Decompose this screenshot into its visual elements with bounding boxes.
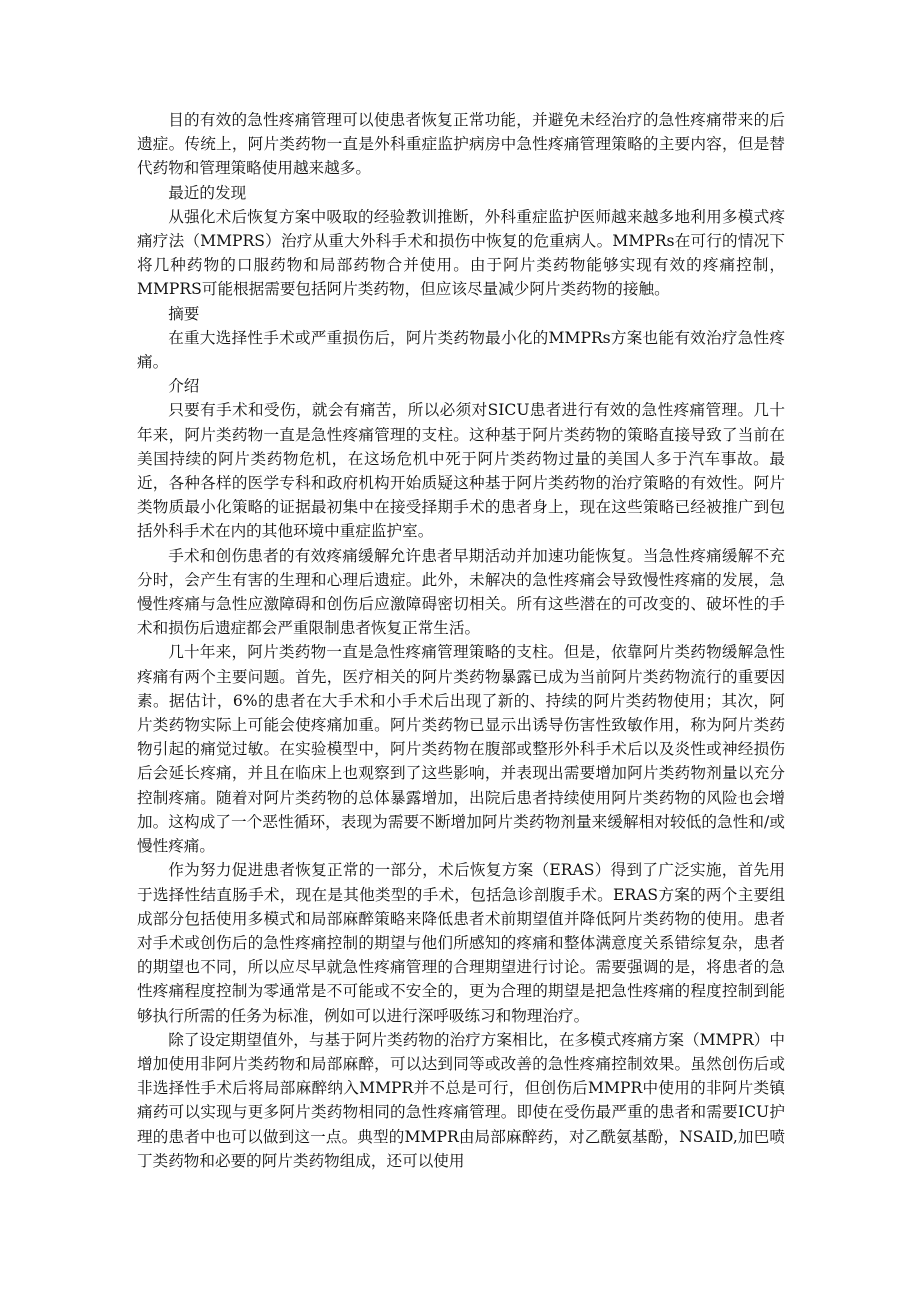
paragraph-intro-3: 几十年来，阿片类药物一直是急性疼痛管理策略的支柱。但是，依靠阿片类药物缓解急性疼痛有两个主要问题。首先，医疗相关的阿片类药物暴露已成为当前阿片类药物流行的重要因素。据估计，6%的患者在大手术和小手术后出现了新的、持续的阿片类药物使用；其次，阿片类药物实际上可能会使疼痛加重。阿片类药物已显示出诱导伤害性致敏作用，称为阿片类药物引起的痛觉过敏。在实验模型中，阿片类药物在腹部或整形外科手术后以及炎性或神经损伤后会延长疼痛，并且在临床上也观察到了这些影响，并表现出需要增加阿片类药物剂量以充分控制疼痛。随着对阿片类药物的总体暴露增加，出院后患者持续使用阿片类药物的风险也会增加。这构成了一个恶性循环，表现为需要不断增加阿片类药物剂量来缓解相对较低的急性和/或慢性疼痛。 — [137, 643, 785, 856]
paragraph-intro-5: 除了设定期望值外，与基于阿片类药物的治疗方案相比，在多模式疼痛方案（MMPR）中增加使用非阿片类药物和局部麻醉，可以达到同等或改善的急性疼痛控制效果。虽然创伤后或非选择性手术后将局部麻醉纳入MMPR并不总是可行，但创伤后MMPR中使用的非阿片类镇痛药可以实现与更多阿片类药物相同的急性疼痛管理。即使在受伤最严重的患者和需要ICU护理的患者中也可以做到这一点。典型的MMPR由局部麻醉药，对乙酰氨基酚，NSAID,加巴喷丁类药物和必要的阿片类药物组成，还可以使用 — [137, 1030, 785, 1170]
paragraph-recent-findings: 从强化术后恢复方案中吸取的经验教训推断，外科重症监护医师越来越多地利用多模式疼痛疗法（MMPRS）治疗从重大外科手术和损伤中恢复的危重病人。MMPRs在可行的情况下将几种药物的口服药物和局部药物合并使用。由于阿片类药物能够实现有效的疼痛控制，MMPRS可能根据需要包括阿片类药物，但应该尽量减少阿片类药物的接触。 — [137, 207, 785, 299]
heading-recent-findings: 最近的发现 — [168, 183, 247, 202]
heading-summary: 摘要 — [168, 304, 200, 323]
paragraph-intro-4: 作为努力促进患者恢复正常的一部分，术后恢复方案（ERAS）得到了广泛实施，首先用于选择性结直肠手术，现在是其他类型的手术，包括急诊剖腹手术。ERAS方案的两个主要组成部分包括使用多模式和局部麻醉策略来降低患者术前期望值并降低阿片类药物的使用。患者对手术或创伤后的急性疼痛控制的期望与他们所感知的疼痛和整体满意度关系错综复杂，患者的期望也不同，所以应尽早就急性疼痛管理的合理期望进行讨论。需要强调的是，将患者的急性疼痛程度控制为零通常是不可能或不安全的，更为合理的期望是把急性疼痛的程度控制到能够执行所需的任务为标准，例如可以进行深呼吸练习和物理治疗。 — [137, 861, 785, 1025]
paragraph-intro-2: 手术和创伤患者的有效疼痛缓解允许患者早期活动并加速功能恢复。当急性疼痛缓解不充分时，会产生有害的生理和心理后遗症。此外，未解决的急性疼痛会导致慢性疼痛的发展，急慢性疼痛与急性应激障碍和创伤后应激障碍密切相关。所有这些潜在的可改变的、破坏性的手术和损伤后遗症都会严重限制患者恢复正常生活。 — [137, 546, 785, 638]
paragraph-summary: 在重大选择性手术或严重损伤后，阿片类药物最小化的MMPRs方案也能有效治疗急性疼痛。 — [137, 328, 785, 372]
heading-introduction: 介绍 — [168, 377, 200, 396]
paragraph-intro-1: 只要有手术和受伤，就会有痛苦，所以必须对SICU患者进行有效的急性疼痛管理。几十年来，阿片类药物一直是急性疼痛管理的支柱。这种基于阿片类药物的策略直接导致了当前在美国持续的阿片类药物危机，在这场危机中死于阿片类药物过量的美国人多于汽车事故。最近，各种各样的医学专科和政府机构开始质疑这种基于阿片类药物的治疗策略的有效性。阿片类物质最小化策略的证据最初集中在接受择期手术的患者身上，现在这些策略已经被推广到包括外科手术在内的其他环境中重症监护室。 — [137, 401, 785, 541]
paragraph-purpose: 目的有效的急性疼痛管理可以使患者恢复正常功能，并避免未经治疗的急性疼痛带来的后遗症。传统上，阿片类药物一直是外科重症监护病房中急性疼痛管理策略的主要内容，但是替代药物和管理策略使用越来越多。 — [137, 111, 785, 178]
document-body — [137, 108, 785, 1173]
